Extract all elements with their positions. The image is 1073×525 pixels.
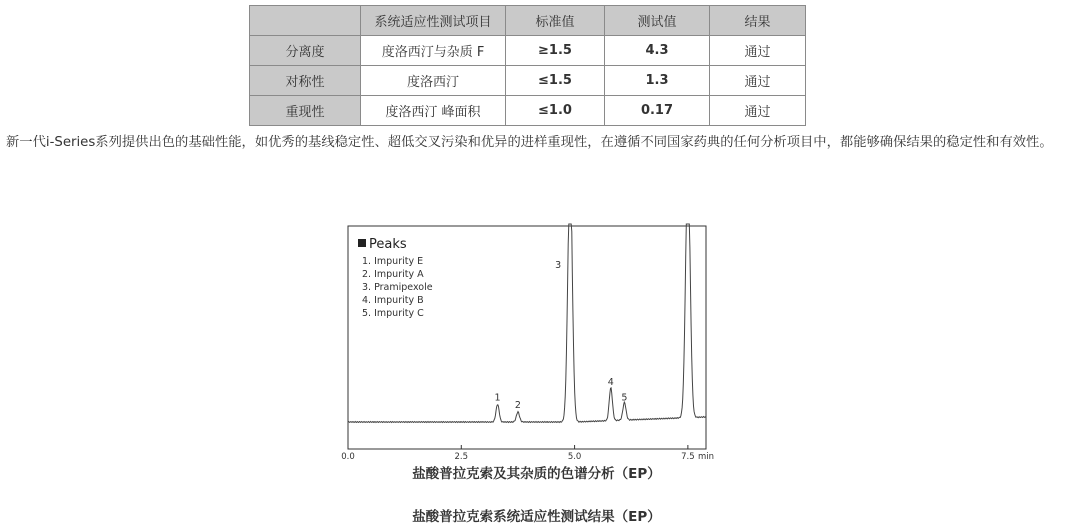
- legend-entry: 2. Impurity A: [362, 269, 424, 280]
- legend-entry: 4. Impurity B: [362, 295, 424, 306]
- row-standard: ≤1.0: [506, 96, 605, 126]
- row-label: 分离度: [250, 36, 361, 66]
- row-label: 重现性: [250, 96, 361, 126]
- peak-label: 3: [555, 260, 562, 271]
- x-tick-label: 5.0: [567, 452, 582, 460]
- row-item: 度洛西汀 峰面积: [361, 96, 506, 126]
- row-standard: ≥1.5: [506, 36, 605, 66]
- system-suitability-table: [249, 5, 806, 126]
- x-tick-label: min: [697, 452, 715, 460]
- legend-entry: 5. Impurity C: [362, 308, 424, 319]
- x-tick-label: 2.5: [454, 452, 469, 460]
- chromatogram-caption: 盐酸普拉克索及其杂质的色谱分析（EP）: [412, 466, 661, 482]
- table-header-row: [250, 6, 806, 36]
- description-paragraph: 新一代i-Series系列提供出色的基础性能，如优秀的基线稳定性、超低交叉污染和优异的进样重现性，在遵循不同国家药典的任何分析项目中，都能够确保结果的稳定性和有效性。: [6, 135, 1053, 150]
- header-value: 测试值: [605, 6, 710, 36]
- header-empty: [250, 6, 361, 36]
- x-tick-label: 0.0: [341, 452, 355, 460]
- results-caption: 盐酸普拉克索系统适应性测试结果（EP）: [412, 509, 661, 525]
- x-tick-label: 7.5: [681, 452, 695, 460]
- legend: [358, 237, 433, 319]
- chromatogram-chart: [340, 220, 720, 460]
- row-result: 通过: [710, 96, 806, 126]
- table-row: [250, 96, 806, 126]
- table-row: [250, 36, 806, 66]
- peak-label: 1: [494, 392, 501, 404]
- header-item: 系统适应性测试项目: [361, 6, 506, 36]
- table-row: [250, 66, 806, 96]
- row-label: 对称性: [250, 66, 361, 96]
- row-item: 度洛西汀与杂质 F: [361, 36, 506, 66]
- header-standard: 标准值: [506, 6, 605, 36]
- legend-entry: 1. Impurity E: [362, 256, 424, 267]
- legend-marker: [358, 239, 366, 247]
- peak-label: 5: [621, 392, 628, 404]
- legend-title: Peaks: [369, 237, 407, 252]
- row-standard: ≤1.5: [506, 66, 605, 96]
- row-value: 4.3: [605, 36, 710, 66]
- x-axis-ticks: [341, 445, 714, 460]
- peak-label: 2: [514, 399, 521, 411]
- chromatogram-trace: [348, 224, 706, 423]
- legend-entry: 3. Pramipexole: [362, 282, 433, 293]
- peak-label: 4: [607, 377, 614, 389]
- row-result: 通过: [710, 36, 806, 66]
- header-result: 结果: [710, 6, 806, 36]
- row-result: 通过: [710, 66, 806, 96]
- peak-labels: [494, 260, 627, 411]
- row-item: 度洛西汀: [361, 66, 506, 96]
- row-value: 1.3: [605, 66, 710, 96]
- row-value: 0.17: [605, 96, 710, 126]
